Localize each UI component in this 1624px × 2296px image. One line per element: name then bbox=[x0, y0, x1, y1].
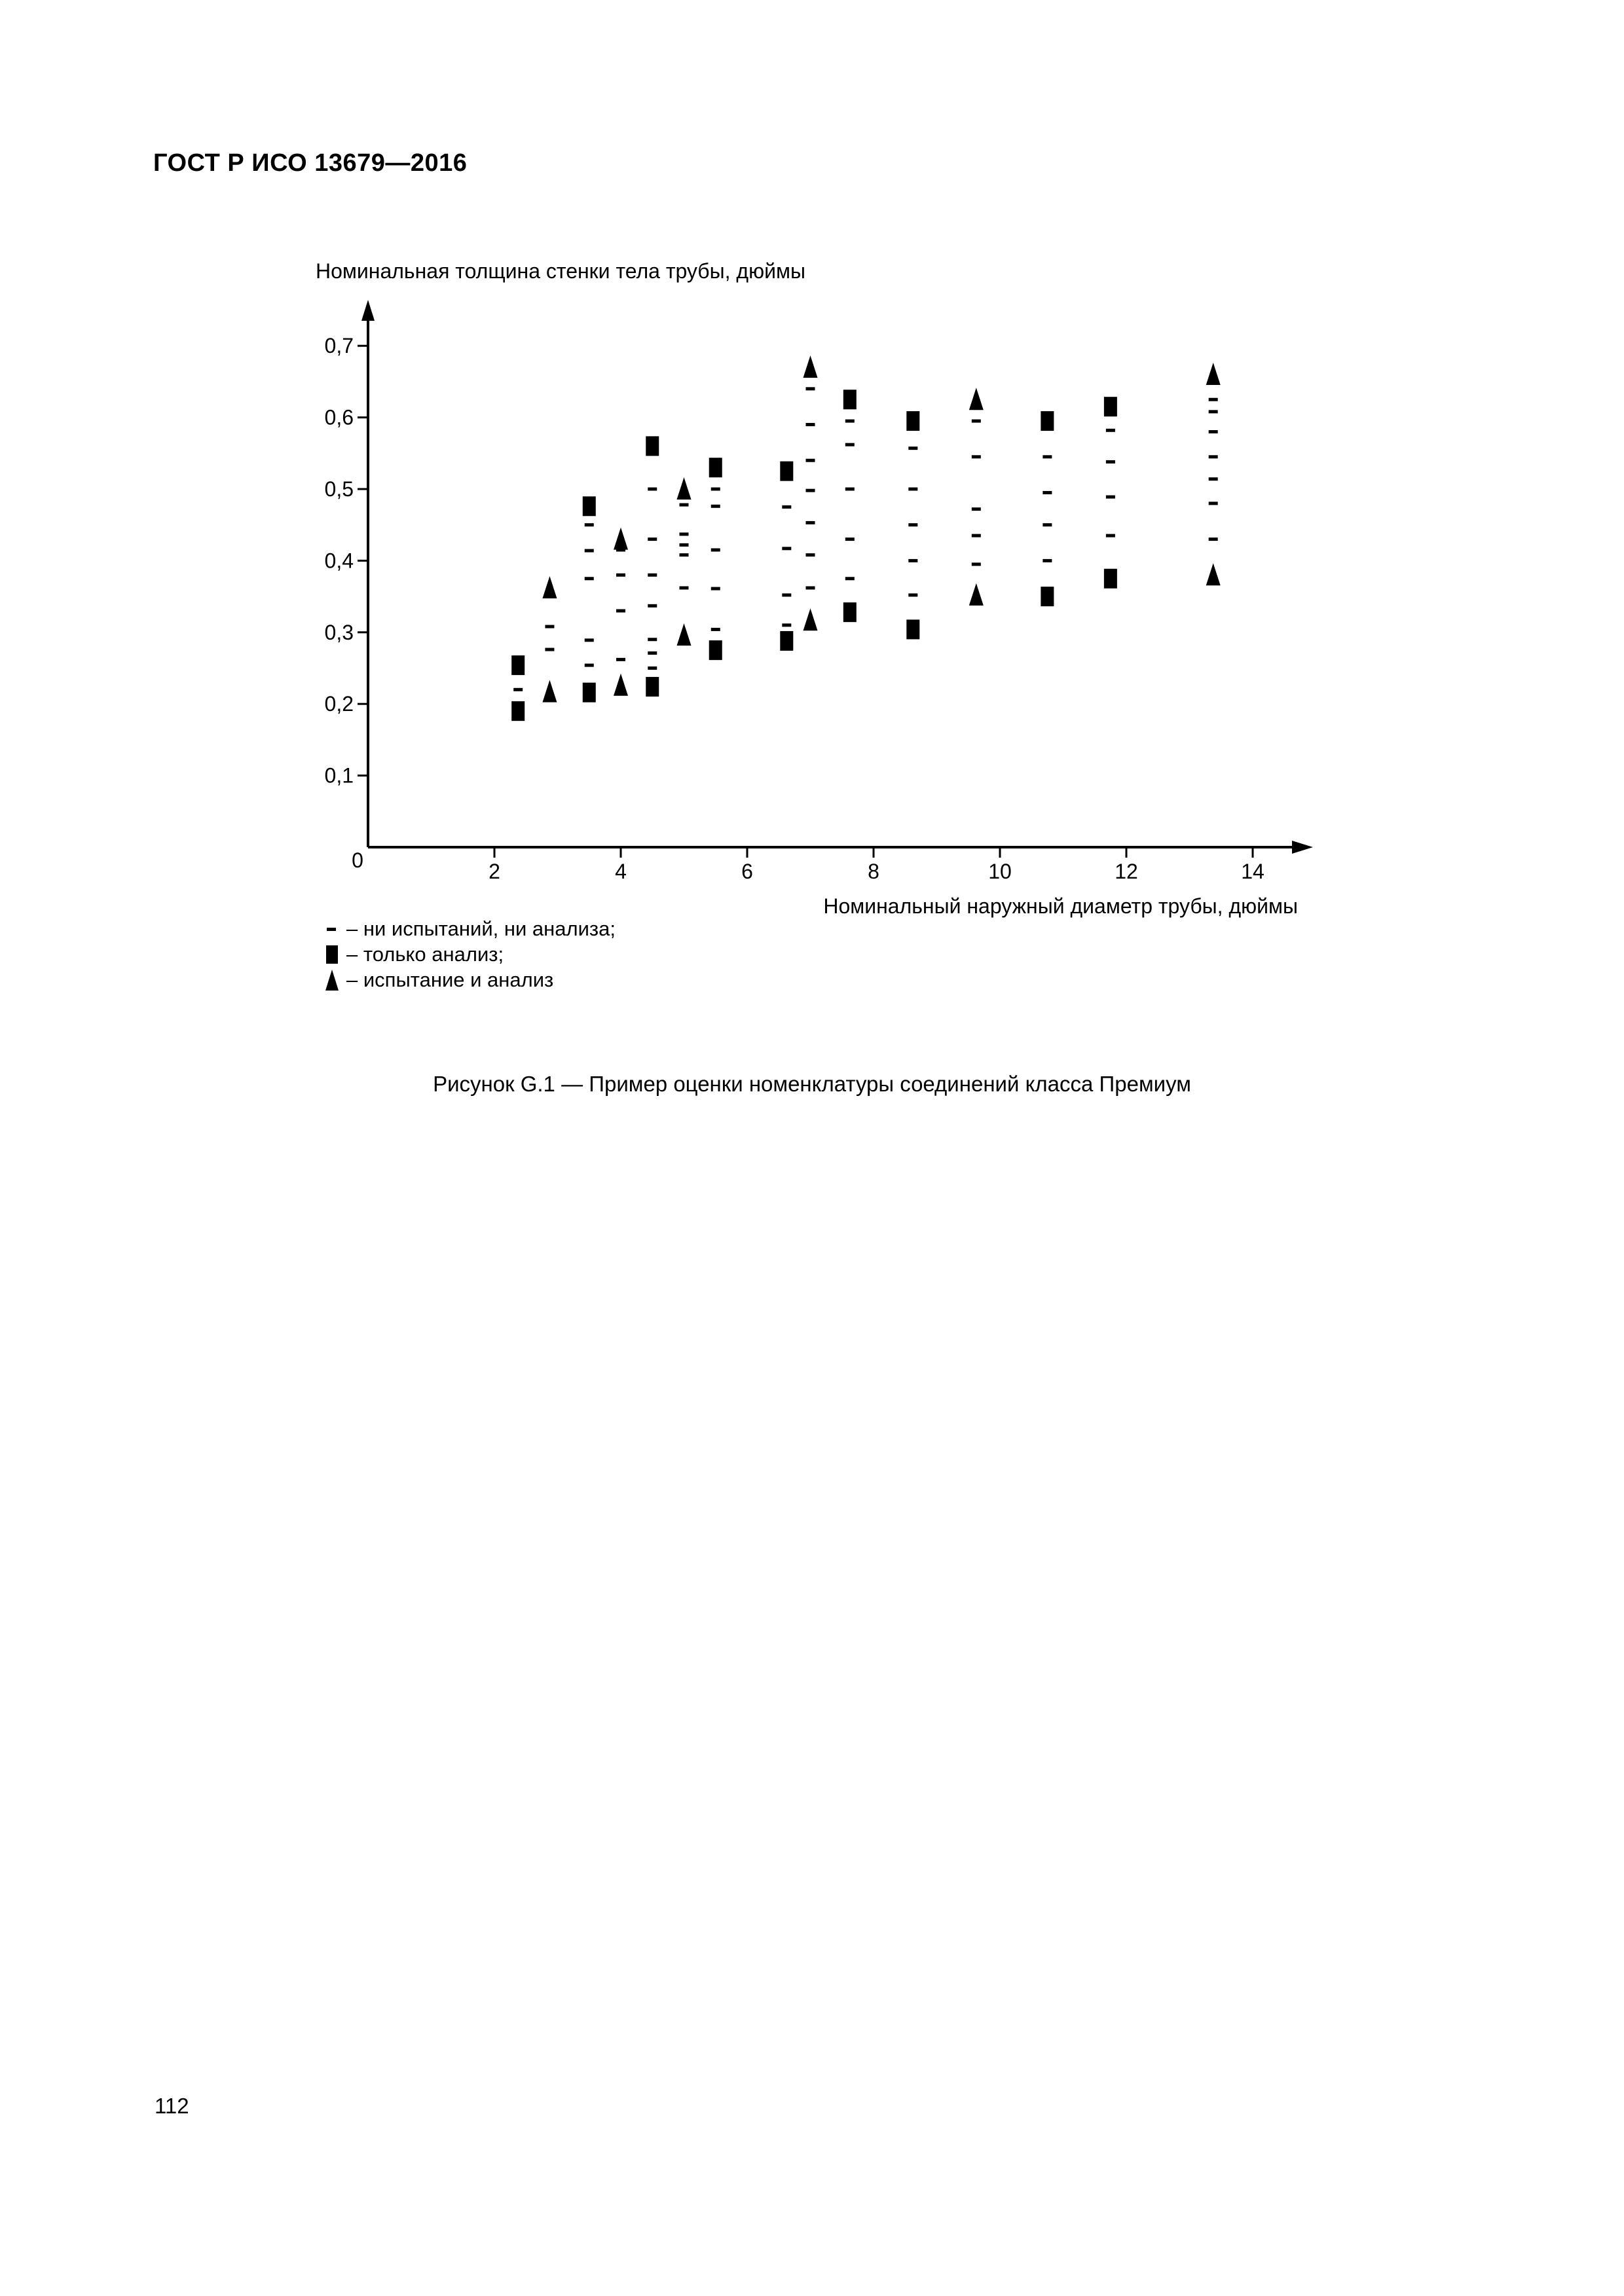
dash-point bbox=[908, 559, 917, 562]
y-axis-arrow bbox=[361, 300, 375, 321]
dash-point bbox=[711, 488, 720, 491]
triangle-point bbox=[614, 674, 628, 696]
x-tick-label: 6 bbox=[741, 860, 753, 883]
dash-point bbox=[845, 488, 855, 491]
dash-point bbox=[908, 593, 917, 596]
triangle-point bbox=[614, 528, 628, 550]
dash-point bbox=[1209, 501, 1218, 505]
legend-label: – ни испытаний, ни анализа; bbox=[346, 917, 616, 940]
dash-point bbox=[711, 628, 720, 631]
x-axis-arrow bbox=[1292, 841, 1313, 854]
square-point bbox=[906, 619, 919, 639]
square-point bbox=[646, 436, 659, 456]
y-tick-label: 0,1 bbox=[324, 763, 354, 788]
dash-point bbox=[1043, 455, 1052, 458]
triangle-marker-icon bbox=[324, 968, 340, 992]
dash-point bbox=[585, 523, 594, 526]
dash-point bbox=[585, 638, 594, 642]
triangle-point bbox=[542, 576, 557, 598]
triangle-point bbox=[969, 388, 984, 410]
y-tick-label: 0,2 bbox=[324, 692, 354, 716]
square-point bbox=[583, 496, 596, 516]
y-tick-label: 0,5 bbox=[324, 477, 354, 501]
dash-point bbox=[585, 577, 594, 580]
square-point bbox=[1041, 587, 1054, 606]
triangle-point bbox=[677, 623, 692, 646]
square-point bbox=[1104, 397, 1117, 416]
dash-point bbox=[545, 625, 554, 629]
square-point bbox=[511, 655, 525, 675]
y-axis-label: Номинальная толщина стенки тела трубы, дюймы bbox=[316, 259, 805, 283]
dash-point bbox=[1209, 398, 1218, 401]
dash-point bbox=[585, 549, 594, 553]
square-point bbox=[1104, 569, 1117, 589]
legend bbox=[324, 917, 616, 993]
dash-point bbox=[513, 688, 523, 691]
dash-point bbox=[1209, 455, 1218, 458]
dash-point bbox=[1106, 496, 1115, 499]
dash-point bbox=[1209, 477, 1218, 481]
dash-point bbox=[1106, 534, 1115, 538]
dash-point bbox=[648, 488, 657, 491]
dash-point bbox=[908, 488, 917, 491]
dash-point bbox=[680, 586, 689, 589]
square-point bbox=[780, 631, 793, 651]
x-tick-label: 10 bbox=[988, 860, 1012, 883]
document-header: ГОСТ Р ИСО 13679—2016 bbox=[153, 149, 468, 177]
dash-point bbox=[680, 553, 689, 556]
square-point bbox=[906, 411, 919, 431]
triangle-point bbox=[1206, 563, 1221, 585]
dash-point bbox=[972, 420, 981, 423]
dash-point bbox=[585, 664, 594, 667]
scatter-chart bbox=[0, 0, 1624, 918]
y-tick-label: 0,4 bbox=[324, 549, 354, 573]
dash-point bbox=[680, 532, 689, 536]
dash-point bbox=[616, 658, 625, 661]
dash-point bbox=[972, 455, 981, 458]
dash-point bbox=[711, 548, 720, 551]
dash-point bbox=[908, 446, 917, 450]
x-axis-label: Номинальный наружный диаметр трубы, дюймы bbox=[823, 894, 1298, 918]
dash-point bbox=[806, 586, 815, 589]
square-point bbox=[843, 390, 857, 409]
x-tick-label: 14 bbox=[1241, 860, 1264, 883]
dash-point bbox=[648, 666, 657, 670]
square-marker-icon bbox=[324, 943, 340, 966]
triangle-point bbox=[803, 608, 818, 630]
square-point bbox=[511, 701, 525, 721]
dash-point bbox=[1209, 538, 1218, 541]
dash-point bbox=[908, 523, 917, 526]
dash-point bbox=[680, 543, 689, 547]
x-tick-label: 2 bbox=[489, 860, 500, 883]
dash-point bbox=[1106, 429, 1115, 432]
dash-point bbox=[648, 638, 657, 641]
x-tick-label: 8 bbox=[868, 860, 879, 883]
dash-point bbox=[648, 574, 657, 577]
dash-point bbox=[1043, 523, 1052, 526]
dash-point bbox=[806, 553, 815, 556]
dash-point bbox=[806, 489, 815, 492]
page-number: 112 bbox=[155, 2094, 189, 2118]
x-tick-label: 12 bbox=[1115, 860, 1138, 883]
dash-point bbox=[1209, 430, 1218, 433]
square-point bbox=[646, 677, 659, 697]
dash-point bbox=[616, 609, 625, 612]
y-tick-label: 0,3 bbox=[324, 620, 354, 644]
origin-label: 0 bbox=[352, 848, 363, 872]
triangle-point bbox=[1206, 363, 1221, 385]
dash-point bbox=[806, 459, 815, 462]
legend-item-triangle bbox=[324, 968, 616, 993]
dash-point bbox=[1106, 460, 1115, 464]
dash-point bbox=[806, 521, 815, 524]
dash-point bbox=[972, 562, 981, 566]
square-point bbox=[709, 458, 722, 477]
dash-point bbox=[782, 505, 791, 509]
dash-point bbox=[545, 648, 554, 651]
dash-point bbox=[782, 623, 791, 627]
dash-point bbox=[1209, 410, 1218, 413]
dash-point bbox=[648, 651, 657, 655]
dash-point bbox=[972, 534, 981, 538]
dash-point bbox=[1043, 559, 1052, 562]
dash-point bbox=[648, 604, 657, 608]
square-point bbox=[1041, 411, 1054, 431]
square-point bbox=[843, 602, 857, 622]
dash-marker-icon bbox=[324, 919, 340, 939]
dash-point bbox=[845, 420, 855, 423]
dash-point bbox=[648, 538, 657, 541]
dash-point bbox=[616, 574, 625, 577]
dash-point bbox=[782, 547, 791, 550]
triangle-point bbox=[677, 477, 692, 500]
dash-point bbox=[806, 387, 815, 390]
x-tick-label: 4 bbox=[615, 860, 627, 883]
square-point bbox=[780, 462, 793, 481]
dash-point bbox=[711, 587, 720, 591]
dash-point bbox=[1043, 491, 1052, 494]
dash-point bbox=[711, 505, 720, 508]
square-point bbox=[709, 640, 722, 660]
triangle-point bbox=[969, 583, 984, 606]
y-tick-label: 0,7 bbox=[324, 334, 354, 358]
legend-item-dash bbox=[324, 917, 616, 941]
dash-point bbox=[806, 423, 815, 426]
dash-point bbox=[845, 577, 855, 580]
triangle-point bbox=[542, 680, 557, 702]
triangle-point bbox=[803, 355, 818, 378]
figure-caption: Рисунок G.1 — Пример оценки номенклатуры соединений класса Премиум bbox=[433, 1072, 1191, 1096]
dash-point bbox=[680, 503, 689, 507]
square-point bbox=[583, 683, 596, 702]
legend-item-square bbox=[324, 942, 616, 967]
dash-point bbox=[972, 507, 981, 511]
dash-point bbox=[845, 538, 855, 541]
y-tick-label: 0,6 bbox=[324, 405, 354, 429]
legend-label: – только анализ; bbox=[346, 943, 504, 966]
dash-point bbox=[782, 593, 791, 596]
legend-label: – испытание и анализ bbox=[346, 968, 554, 991]
dash-point bbox=[845, 443, 855, 446]
